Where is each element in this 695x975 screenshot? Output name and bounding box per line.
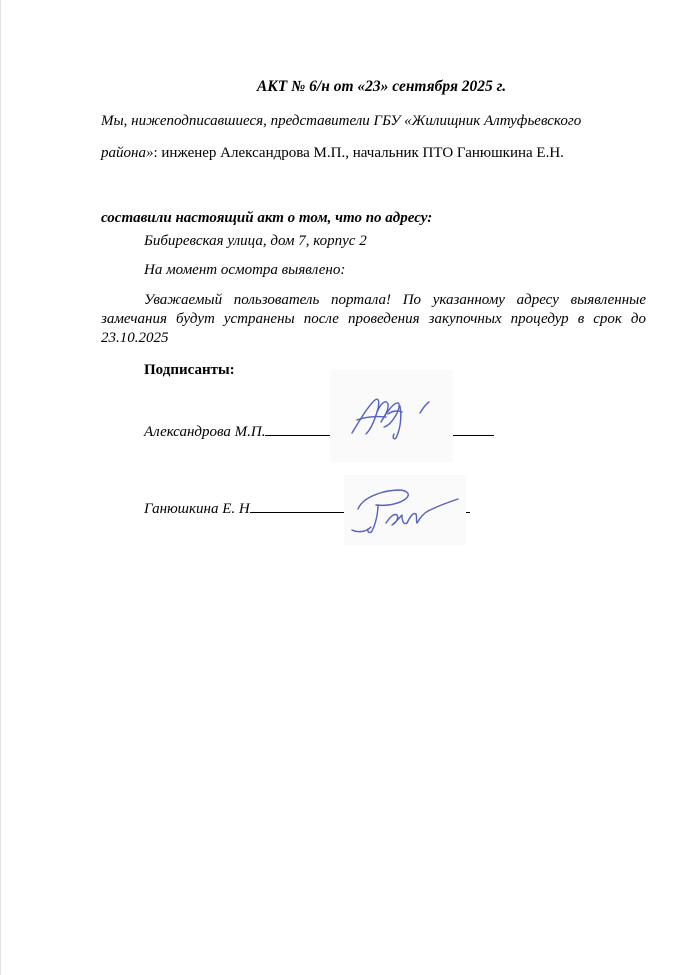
signature-2-image xyxy=(344,475,466,545)
intro-line-2-lead: района» xyxy=(101,145,154,161)
signature-1-image xyxy=(330,370,453,462)
intro-line-1: Мы, нижеподписавшиеся, представители ГБУ «Жилищник Алтуфьевского xyxy=(101,113,582,129)
intro-line-2 xyxy=(101,145,564,162)
inspection-found-label: На момент осмотра выявлено: xyxy=(144,262,346,278)
signers-heading: Подписанты: xyxy=(144,362,235,378)
act-title: АКТ № 6/н от «23» сентября 2025 г. xyxy=(256,78,507,95)
intro-line-2-rest: : инженер Александрова М.П., начальник ПТО Ганюшкина Е.Н. xyxy=(153,145,564,161)
inspection-note: Уважаемый пользователь портала! По указанному адресу выявленные замечания будут устранены после проведения закупочных процедур в срок до 23.10.2025 xyxy=(101,292,646,346)
composed-statement: составили настоящий акт о том, что по адресу: xyxy=(101,210,433,226)
signer-2-name: Ганюшкина Е. Н xyxy=(144,501,250,517)
address-text: Бибиревская улица, дом 7, корпус 2 xyxy=(144,233,367,249)
page-edge xyxy=(0,0,1,975)
signer-1-name: Александрова М.П. xyxy=(144,424,266,440)
